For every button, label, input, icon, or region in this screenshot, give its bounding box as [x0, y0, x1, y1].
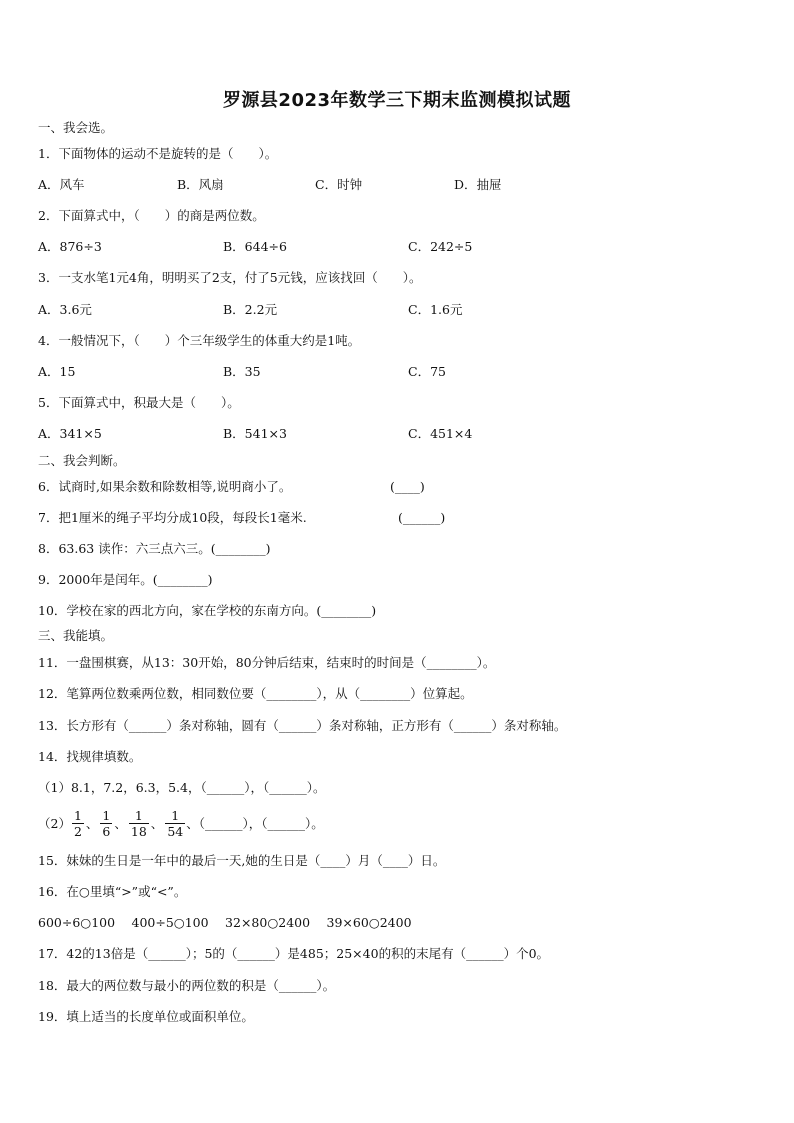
section-heading-1: 一、我会选。 — [38, 120, 114, 135]
question-17: 17．42的13倍是（______）；5的（______）是485；25×40的积的末尾有（______）个0。 — [38, 946, 550, 961]
q14-part-2-label: （2） — [38, 816, 71, 831]
question-14-part-2 — [38, 803, 324, 843]
fraction-3: $\frac{1}{18}$ — [130, 807, 147, 839]
question-8: 8．63.63 读作：六三点六三。(________) — [38, 541, 271, 556]
q1-option-d: D．抽屉 — [454, 177, 502, 192]
fraction-2: $\frac{1}{6}$ — [102, 807, 111, 839]
q4-option-a: A．15 — [38, 364, 76, 379]
q4-option-b: B．35 — [223, 364, 261, 379]
q1-option-c: C．时钟 — [315, 177, 363, 192]
question-15: 15．妹妹的生日是一年中的最后一天,她的生日是（____）月（____）日。 — [38, 853, 446, 868]
q5-option-c: C．451×4 — [408, 426, 473, 441]
separator: 、 — [150, 816, 164, 831]
q14-part-2-tail: 、（______），（______）。 — [186, 816, 324, 831]
question-7: 7．把1厘米的绳子平均分成10段，每段长1毫米. — [38, 510, 307, 525]
q5-option-b: B．541×3 — [223, 426, 287, 441]
section-heading-2: 二、我会判断。 — [38, 453, 126, 468]
question-2: 2．下面算式中，（ ）的商是两位数。 — [38, 208, 265, 223]
section-heading-3: 三、我能填。 — [38, 628, 114, 643]
q7-answer-blank: (______) — [398, 510, 446, 525]
question-16-items: 600÷6○100 400÷5○100 32×80○2400 39×60○2400 — [38, 915, 412, 930]
q4-option-c: C．75 — [408, 364, 446, 379]
question-5: 5．下面算式中，积最大是（ ）。 — [38, 395, 240, 410]
question-11: 11．一盘围棋赛，从13：30开始，80分钟后结束，结束时的时间是（________）。 — [38, 655, 496, 670]
question-9: 9．2000年是闰年。(________) — [38, 572, 213, 587]
question-1: 1．下面物体的运动不是旋转的是（ ）。 — [38, 146, 278, 161]
q1-option-b: B．风扇 — [177, 177, 224, 192]
fraction-1: $\frac{1}{2}$ — [73, 807, 82, 839]
question-19: 19．填上适当的长度单位或面积单位。 — [38, 1009, 254, 1024]
separator: 、 — [85, 816, 99, 831]
fraction-4: $\frac{1}{54}$ — [167, 807, 184, 839]
question-12: 12．笔算两位数乘两位数，相同数位要（________），从（________）位算起。 — [38, 686, 473, 701]
question-13: 13．长方形有（______）条对称轴，圆有（______）条对称轴，正方形有（______）条对称轴。 — [38, 718, 567, 733]
q1-option-a: A．风车 — [38, 177, 85, 192]
q3-option-a: A．3.6元 — [38, 302, 92, 317]
question-14-part-1: （1）8.1，7.2，6.3，5.4，（______），（______）。 — [38, 780, 326, 795]
question-3: 3．一支水笔1元4角，明明买了2支，付了5元钱，应该找回（ ）。 — [38, 270, 422, 285]
question-10: 10．学校在家的西北方向，家在学校的东南方向。(________) — [38, 603, 377, 618]
question-16: 16．在○里填“>”或“<”。 — [38, 884, 187, 899]
q6-answer-blank: (____) — [390, 479, 425, 494]
question-6: 6．试商时,如果余数和除数相等,说明商小了。 — [38, 479, 292, 494]
q2-option-b: B．644÷6 — [223, 239, 287, 254]
q2-option-a: A．876÷3 — [38, 239, 102, 254]
q3-option-c: C．1.6元 — [408, 302, 463, 317]
question-4: 4．一般情况下，（ ）个三年级学生的体重大约是1吨。 — [38, 333, 361, 348]
q5-option-a: A．341×5 — [38, 426, 102, 441]
q2-option-c: C．242÷5 — [408, 239, 473, 254]
question-14: 14．找规律填数。 — [38, 749, 142, 764]
page-title: 罗源县2023年数学三下期末监测模拟试题 — [222, 90, 572, 111]
separator: 、 — [114, 816, 127, 831]
question-18: 18．最大的两位数与最小的两位数的积是（______）。 — [38, 978, 336, 993]
q3-option-b: B．2.2元 — [223, 302, 278, 317]
